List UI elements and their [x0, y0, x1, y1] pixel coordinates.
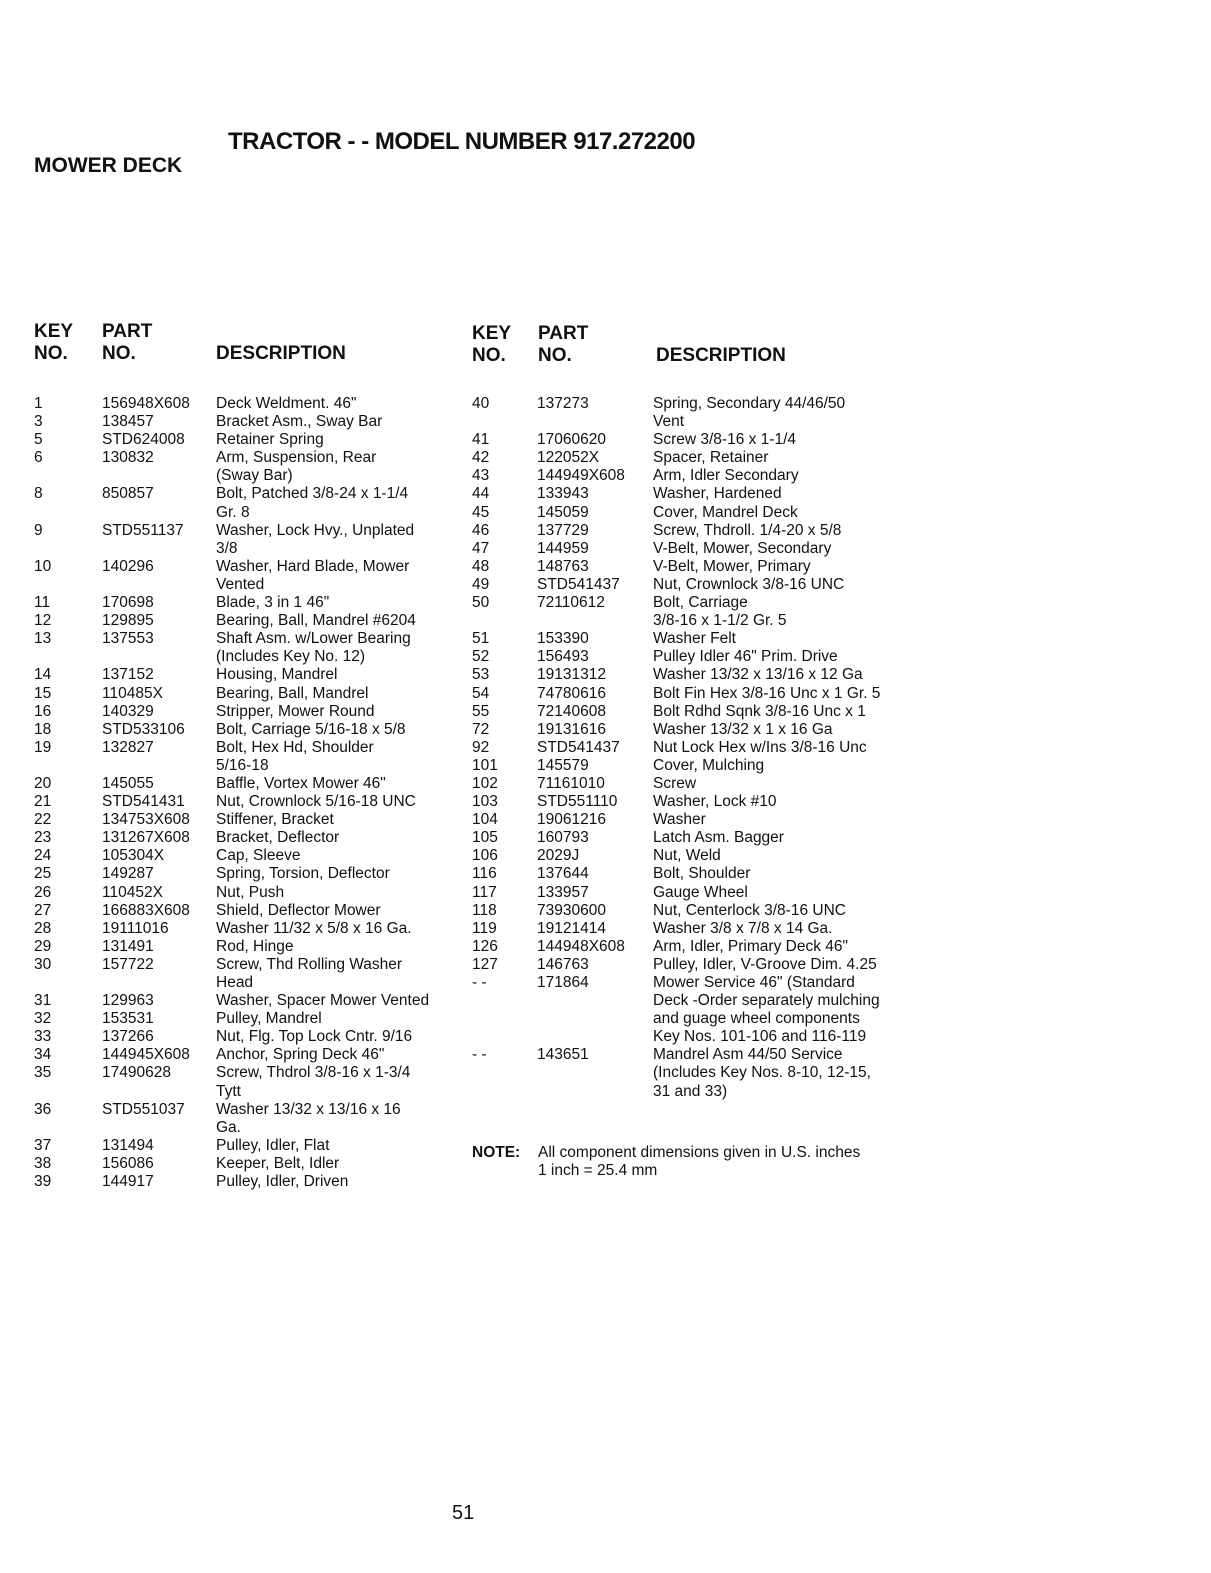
part-row [34, 956, 466, 992]
part-row [472, 884, 913, 902]
part-description: Bolt, Carriage 5/16-18 x 5/8 [216, 720, 406, 738]
part-description: Latch Asm. Bagger [653, 829, 784, 847]
key-number: 48 [472, 557, 490, 575]
key-number: 19 [34, 738, 52, 756]
part-row [34, 685, 466, 703]
part-number: 131494 [102, 1136, 154, 1154]
part-number: STD624008 [102, 431, 185, 449]
key-number: 31 [34, 992, 52, 1010]
part-row [472, 485, 913, 503]
part-number: STD551110 [537, 793, 618, 811]
part-row [34, 666, 466, 684]
key-number: 126 [472, 937, 498, 955]
key-no-header-right [472, 323, 511, 367]
key-number: 46 [472, 521, 490, 539]
part-number: 72140608 [537, 702, 606, 720]
part-number: 19121414 [537, 919, 606, 937]
part-description: V-Belt, Mower, Primary [653, 557, 811, 575]
part-header-line2: NO. [538, 345, 572, 366]
key-number: 15 [34, 684, 52, 702]
part-row [472, 956, 913, 974]
part-number: STD541437 [537, 575, 620, 593]
part-number: 156493 [537, 648, 589, 666]
part-description: Screw 3/8-16 x 1-1/4 [653, 431, 797, 449]
key-number: 3 [34, 413, 43, 431]
part-row [472, 847, 913, 865]
part-number: 144949X608 [537, 467, 625, 485]
part-description: Washer, Lock Hvy., Unplated 3/8 [216, 521, 415, 557]
part-row [34, 1155, 466, 1173]
part-description: Washer Felt [653, 630, 736, 648]
key-number: 104 [472, 811, 498, 829]
key-number: 12 [34, 612, 52, 630]
key-number: 39 [34, 1173, 52, 1191]
key-number: 43 [472, 467, 490, 485]
part-row [472, 540, 913, 558]
part-number: 144945X608 [102, 1046, 190, 1064]
part-description: Pulley, Idler, Flat [216, 1136, 330, 1154]
key-no-header-left [34, 321, 73, 365]
key-number: 72 [472, 720, 490, 738]
part-row [34, 612, 466, 630]
part-row [472, 594, 913, 630]
part-number: 72110612 [537, 594, 605, 612]
part-description: Bolt, Hex Hd, Shoulder 5/16-18 [216, 738, 374, 774]
key-number: 51 [472, 630, 490, 648]
part-number: STD533106 [102, 720, 185, 738]
part-row [34, 920, 466, 938]
part-description: Spring, Torsion, Deflector [216, 865, 390, 883]
key-number: 21 [34, 793, 52, 811]
part-description: Pulley, Idler, V-Groove Dim. 4.25 [653, 955, 877, 973]
part-number: STD551137 [102, 521, 184, 539]
dimensions-note [472, 1144, 938, 1180]
part-number: STD541437 [537, 738, 620, 756]
part-row [472, 630, 913, 648]
part-row [472, 431, 913, 449]
part-number: 140296 [102, 557, 154, 575]
part-row [472, 829, 913, 847]
part-number: 143651 [537, 1046, 589, 1064]
key-number: 118 [472, 901, 497, 919]
key-number: 1 [34, 395, 43, 412]
key-number: 10 [34, 557, 52, 575]
description-header-right: DESCRIPTION [656, 345, 786, 366]
part-number: 110452X [102, 883, 163, 901]
key-number: 20 [34, 774, 52, 792]
part-number: 170698 [102, 594, 154, 612]
part-description: Housing, Mandrel [216, 666, 338, 684]
key-number: 106 [472, 847, 498, 865]
part-number: 149287 [102, 865, 154, 883]
part-row [472, 522, 913, 540]
part-row [34, 522, 466, 558]
key-number: 18 [34, 720, 52, 738]
part-number: 137273 [537, 395, 589, 412]
part-number: 137644 [537, 865, 589, 883]
part-description: Screw, Thdroll. 1/4-20 x 5/8 [653, 521, 842, 539]
part-description: Washer, Hard Blade, Mower Vented [216, 557, 410, 593]
part-description: Bracket Asm., Sway Bar [216, 413, 383, 431]
part-description: Rod, Hinge [216, 937, 294, 955]
part-row [472, 576, 913, 594]
section-title: MOWER DECK [34, 154, 183, 177]
part-description: Arm, Suspension, Rear (Sway Bar) [216, 449, 377, 485]
part-description: Bearing, Ball, Mandrel [216, 684, 369, 702]
part-description: Arm, Idler, Primary Deck 46" [653, 937, 848, 955]
part-row [472, 703, 913, 721]
key-number: 50 [472, 594, 490, 612]
part-number: 145055 [102, 774, 154, 792]
note-text: All component dimensions given in U.S. inches 1 inch = 25.4 mm [538, 1144, 861, 1179]
part-row [34, 1137, 466, 1155]
part-number: 144948X608 [537, 937, 625, 955]
part-description: Baffle, Vortex Mower 46" [216, 774, 386, 792]
part-description: Washer 13/32 x 1 x 16 Ga [653, 720, 833, 738]
part-description: Shield, Deflector Mower [216, 901, 381, 919]
key-number: 119 [472, 919, 497, 937]
part-number: 144959 [537, 539, 589, 557]
key-number: 127 [472, 955, 498, 973]
key-number: 32 [34, 1010, 52, 1028]
part-description: Nut, Crownlock 5/16-18 UNC [216, 793, 416, 811]
part-row [472, 467, 913, 485]
part-row [34, 395, 466, 413]
part-description: Mandrel Asm 44/50 Service (Includes Key Nos. 8-10, 12-15, 31 and 33) [653, 1046, 871, 1100]
part-header-line2: NO. [102, 343, 136, 364]
part-row [34, 594, 466, 612]
part-description: Nut Lock Hex w/Ins 3/8-16 Unc [653, 738, 867, 756]
part-row [34, 811, 466, 829]
part-description: Pulley, Mandrel [216, 1010, 322, 1028]
part-description: Washer 13/32 x 13/16 x 12 Ga [653, 666, 863, 684]
page-number: 51 [452, 1502, 475, 1524]
part-number: 129963 [102, 992, 154, 1010]
part-row [34, 938, 466, 956]
part-row [472, 666, 913, 684]
part-description: Gauge Wheel [653, 883, 748, 901]
key-number: 11 [34, 594, 51, 612]
part-header-line1: PART [102, 321, 153, 342]
part-description: Nut, Flg. Top Lock Cntr. 9/16 [216, 1028, 413, 1046]
part-no-header-left [102, 321, 152, 365]
part-description: Pulley, Idler, Driven [216, 1173, 349, 1191]
part-row [34, 1010, 466, 1028]
key-number: 101 [472, 756, 498, 774]
part-number: 129895 [102, 612, 154, 630]
part-number: 17490628 [102, 1064, 171, 1082]
part-number: 130832 [102, 449, 154, 467]
part-row [34, 1046, 466, 1064]
part-description: Mower Service 46" (Standard Deck -Order separately mulching and guage wheel components Key Nos. 101-106 and 116-119 [653, 974, 880, 1046]
part-description: Cap, Sleeve [216, 847, 301, 865]
key-header-line1: KEY [472, 323, 512, 344]
part-description: Nut, Weld [653, 847, 721, 865]
part-number: 134753X608 [102, 811, 190, 829]
part-number: 144917 [102, 1173, 154, 1191]
part-row [34, 630, 466, 666]
part-row [472, 648, 913, 666]
key-number: 30 [34, 955, 52, 973]
key-number: 41 [472, 431, 490, 449]
part-number: 74780616 [537, 684, 606, 702]
part-description: Washer, Lock #10 [653, 793, 777, 811]
part-row [472, 920, 913, 938]
part-number: STD541431 [102, 793, 185, 811]
key-number: 49 [472, 575, 490, 593]
part-number: 122052X [537, 449, 600, 467]
part-number: 166883X608 [102, 901, 190, 919]
key-number: 33 [34, 1028, 52, 1046]
key-header-line2: NO. [34, 343, 68, 364]
key-number: 45 [472, 503, 490, 521]
part-number: 156086 [102, 1154, 154, 1172]
key-number: 38 [34, 1154, 52, 1172]
part-row [472, 504, 913, 522]
part-row [34, 558, 466, 594]
parts-list-left [34, 395, 466, 1191]
key-number: - - [472, 1046, 487, 1064]
key-number: 55 [472, 702, 490, 720]
key-number: 6 [34, 449, 43, 467]
key-number: 24 [34, 847, 52, 865]
part-description: Deck Weldment. 46" [216, 395, 357, 412]
key-number: 16 [34, 702, 52, 720]
part-number: 146763 [537, 955, 589, 973]
part-row [34, 775, 466, 793]
key-number: 29 [34, 937, 52, 955]
part-description: Bearing, Ball, Mandrel #6204 [216, 612, 416, 630]
part-number: 2029J [537, 847, 580, 865]
key-number: 25 [34, 865, 52, 883]
part-description: Washer, Hardened [653, 485, 782, 503]
part-row [34, 721, 466, 739]
part-row [34, 703, 466, 721]
part-number: 131267X608 [102, 829, 190, 847]
part-number: 137553 [102, 630, 154, 648]
part-number: 105304X [102, 847, 165, 865]
part-description: Washer, Spacer Mower Vented [216, 992, 430, 1010]
part-number: 140329 [102, 702, 154, 720]
part-row [472, 395, 913, 431]
part-row [472, 1046, 913, 1100]
part-number: 17060620 [537, 431, 606, 449]
part-number: 145579 [537, 756, 589, 774]
part-number: 850857 [102, 485, 154, 503]
key-number: 26 [34, 883, 52, 901]
key-number: 116 [472, 865, 497, 883]
description-header-left: DESCRIPTION [216, 343, 346, 364]
key-number: 23 [34, 829, 52, 847]
key-number: 14 [34, 666, 52, 684]
key-number: - - [472, 974, 487, 991]
part-description: Bolt, Carriage 3/8-16 x 1-1/2 Gr. 5 [653, 594, 787, 630]
part-row [472, 449, 913, 467]
part-description: Keeper, Belt, Idler [216, 1154, 340, 1172]
part-description: Stiffener, Bracket [216, 811, 334, 829]
key-number: 28 [34, 919, 52, 937]
part-description: Shaft Asm. w/Lower Bearing (Includes Key No. 12) [216, 630, 411, 666]
key-number: 22 [34, 811, 52, 829]
part-description: Spacer, Retainer [653, 449, 769, 467]
part-row [472, 938, 913, 956]
part-number: 171864 [537, 974, 589, 991]
key-number: 105 [472, 829, 498, 847]
part-description: Bolt Rdhd Sqnk 3/8-16 Unc x 1 [653, 702, 866, 720]
part-description: Cover, Mandrel Deck [653, 503, 798, 521]
part-row [472, 721, 913, 739]
part-row [34, 413, 466, 431]
part-description: Retainer Spring [216, 431, 324, 449]
part-description: Cover, Mulching [653, 756, 765, 774]
part-description: Spring, Secondary 44/46/50 Vent [653, 395, 846, 431]
part-description: Nut, Centerlock 3/8-16 UNC [653, 901, 846, 919]
part-description: Washer 11/32 x 5/8 x 16 Ga. [216, 919, 412, 937]
part-row [472, 757, 913, 775]
part-description: Washer [653, 811, 706, 829]
key-number: 5 [34, 431, 43, 449]
key-number: 117 [472, 883, 497, 901]
part-row [34, 739, 466, 775]
part-row [472, 558, 913, 576]
part-no-header-right [538, 323, 588, 367]
part-description: Washer 3/8 x 7/8 x 14 Ga. [653, 919, 833, 937]
part-row [34, 431, 466, 449]
part-description: Bolt, Patched 3/8-24 x 1-1/4 Gr. 8 [216, 485, 409, 521]
part-number: 157722 [102, 955, 154, 973]
part-row [34, 1101, 466, 1137]
parts-list-right [472, 395, 913, 1101]
part-row [34, 865, 466, 883]
part-number: 19131616 [537, 720, 606, 738]
part-number: 153390 [537, 630, 589, 648]
key-number: 36 [34, 1100, 52, 1118]
part-number: 19131312 [537, 666, 606, 684]
part-number: 148763 [537, 557, 589, 575]
part-row [34, 1173, 466, 1191]
part-row [34, 847, 466, 865]
part-number: 133943 [537, 485, 589, 503]
part-number: 137152 [102, 666, 154, 684]
part-number: 132827 [102, 738, 154, 756]
part-description: Nut, Push [216, 883, 285, 901]
part-row [472, 775, 913, 793]
part-row [34, 793, 466, 811]
part-number: 73930600 [537, 901, 606, 919]
part-number: 19061216 [537, 811, 606, 829]
key-number: 44 [472, 485, 490, 503]
key-number: 8 [34, 485, 43, 503]
key-number: 103 [472, 793, 498, 811]
key-number: 40 [472, 395, 490, 412]
part-number: 110485X [102, 684, 163, 702]
part-row [34, 829, 466, 847]
part-number: 19111016 [102, 919, 169, 937]
part-description: Screw, Thdrol 3/8-16 x 1-3/4 Tytt [216, 1064, 411, 1100]
part-description: Nut, Crownlock 3/8-16 UNC [653, 575, 845, 593]
note-label: NOTE: [472, 1144, 521, 1161]
key-number: 13 [34, 630, 52, 648]
part-description: Bracket, Deflector [216, 829, 340, 847]
part-number: 137729 [537, 521, 589, 539]
part-row [472, 865, 913, 883]
key-header-line2: NO. [472, 345, 506, 366]
key-number: 35 [34, 1064, 52, 1082]
key-number: 34 [34, 1046, 52, 1064]
part-description: Bolt, Shoulder [653, 865, 751, 883]
part-number: 153531 [102, 1010, 154, 1028]
part-row [472, 974, 913, 1046]
part-description: Stripper, Mower Round [216, 702, 375, 720]
key-number: 37 [34, 1136, 52, 1154]
part-number: 133957 [537, 883, 589, 901]
part-row [472, 739, 913, 757]
part-row [472, 793, 913, 811]
part-row [472, 685, 913, 703]
part-row [34, 485, 466, 521]
part-row [34, 1028, 466, 1046]
part-row [472, 902, 913, 920]
part-description: Anchor, Spring Deck 46" [216, 1046, 385, 1064]
part-number: 160793 [537, 829, 589, 847]
key-number: 54 [472, 684, 490, 702]
part-row [34, 992, 466, 1010]
part-number: 156948X608 [102, 395, 190, 412]
part-description: Blade, 3 in 1 46" [216, 594, 330, 612]
part-header-line1: PART [538, 323, 589, 344]
part-row [34, 884, 466, 902]
part-row [34, 449, 466, 485]
key-number: 53 [472, 666, 490, 684]
part-number: 138457 [102, 413, 154, 431]
key-number: 42 [472, 449, 490, 467]
part-number: 71161010 [537, 774, 605, 792]
part-number: STD551037 [102, 1100, 185, 1118]
part-description: V-Belt, Mower, Secondary [653, 539, 832, 557]
key-number: 92 [472, 738, 490, 756]
part-row [34, 1064, 466, 1100]
key-number: 52 [472, 648, 490, 666]
part-description: Screw [653, 774, 697, 792]
part-description: Arm, Idler Secondary [653, 467, 799, 485]
key-number: 47 [472, 539, 490, 557]
part-number: 145059 [537, 503, 589, 521]
part-row [472, 811, 913, 829]
part-row [34, 902, 466, 920]
key-header-line1: KEY [34, 321, 74, 342]
part-description: Pulley Idler 46" Prim. Drive [653, 648, 838, 666]
part-description: Screw, Thd Rolling Washer Head [216, 955, 403, 991]
key-number: 9 [34, 521, 43, 539]
part-description: Bolt Fin Hex 3/8-16 Unc x 1 Gr. 5 [653, 684, 881, 702]
key-number: 102 [472, 774, 498, 792]
document-title: TRACTOR - - MODEL NUMBER 917.272200 [228, 128, 696, 155]
part-number: 131491 [102, 937, 154, 955]
key-number: 27 [34, 901, 52, 919]
part-number: 137266 [102, 1028, 154, 1046]
part-description: Washer 13/32 x 13/16 x 16 Ga. [216, 1100, 401, 1136]
